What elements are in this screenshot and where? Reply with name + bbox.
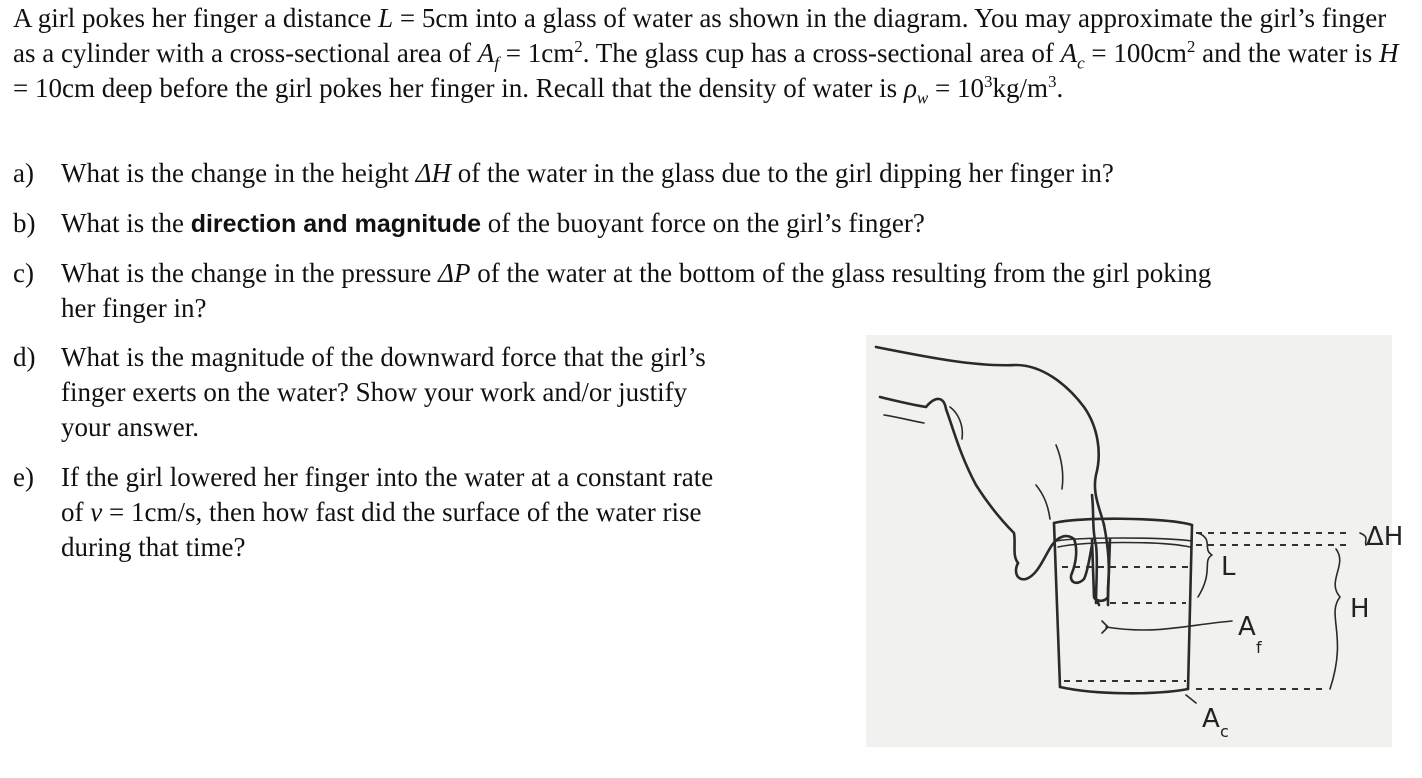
intro-text: = 5cm into a glass of water as shown in the diagram. You may approximate the girl’s finger as a cylinder with a cross-sectional area of <box>13 3 1387 68</box>
text-line: What is the magnitude of the downward force that the girl’s <box>61 342 706 372</box>
emphasis-text: direction and magnitude <box>190 210 482 238</box>
label-delta-H: ΔH <box>1366 522 1404 552</box>
text-line: your answer. <box>61 412 199 442</box>
superscript: 2 <box>1186 37 1196 56</box>
superscript: 3 <box>1048 72 1057 91</box>
superscript: 3 <box>983 72 993 91</box>
diagram-svg <box>866 335 1404 747</box>
diagram-background <box>866 335 1392 747</box>
text-part: of <box>61 497 91 527</box>
text-part: of the buoyant force on the girl’s finger? <box>481 208 925 238</box>
intro-text: = 10cm deep before the girl pokes her finger in. Recall that the density of water is <box>13 73 904 103</box>
label-Af-sub: f <box>1256 638 1262 657</box>
intro-text: = 1cm <box>499 38 575 68</box>
text-part: of the water at the bottom of the glass resulting from the girl poking <box>470 258 1212 288</box>
question-label: a) <box>13 158 34 188</box>
question-label: c) <box>13 258 34 288</box>
label-Ac: A <box>1202 704 1220 734</box>
text-line: during that time? <box>61 532 246 562</box>
symbol-rho: ρ <box>903 73 917 103</box>
text-line: finger exerts on the water? Show your work and/or justify <box>61 377 688 407</box>
symbol-v: v <box>90 497 103 527</box>
text-part: What is the <box>61 208 191 238</box>
question-text <box>61 156 1114 191</box>
label-L: L <box>1221 552 1236 582</box>
symbol-delta-H: ΔH <box>415 158 451 188</box>
question-text <box>61 340 706 445</box>
symbol-H: H <box>1379 38 1399 68</box>
intro-text: . <box>1056 73 1064 103</box>
intro-text: A girl pokes her finger a distance <box>13 3 379 33</box>
intro-text: = 100cm <box>1084 38 1187 68</box>
question-text <box>61 206 925 242</box>
subscript-w: w <box>916 88 929 108</box>
subscript-f: f <box>494 53 500 73</box>
superscript: 2 <box>574 37 583 56</box>
question-text <box>61 256 1211 326</box>
text-part: What is the change in the height <box>61 158 416 188</box>
symbol-Ac: A <box>1060 38 1078 68</box>
symbol-delta-P: ΔP <box>438 258 471 288</box>
subscript-c: c <box>1077 53 1085 73</box>
symbol-Af: A <box>477 38 495 68</box>
text-part: of the water in the glass due to the girl dipping her finger in? <box>451 158 1114 188</box>
text-line: If the girl lowered her finger into the water at a constant rate <box>61 462 714 492</box>
label-H: H <box>1350 594 1370 624</box>
symbol-L: L <box>378 3 394 33</box>
intro-text: and the water is <box>1195 38 1380 68</box>
intro-text: kg/m <box>992 73 1048 103</box>
text-part: her finger in? <box>61 293 207 323</box>
question-label: b) <box>13 208 36 238</box>
text-part: What is the change in the pressure <box>61 258 439 288</box>
intro-text: . The glass cup has a cross-sectional area of <box>582 38 1061 68</box>
finger-in-glass-diagram <box>866 335 1404 747</box>
text-part: = 1cm/s, then how fast did the surface of the water rise <box>102 497 702 527</box>
question-label: e) <box>13 462 34 492</box>
label-Ac-sub: c <box>1220 722 1229 741</box>
intro-text: = 10 <box>928 73 984 103</box>
question-label: d) <box>13 342 36 372</box>
label-Af: A <box>1238 612 1256 642</box>
problem-statement <box>13 1 1413 106</box>
question-text <box>61 460 713 565</box>
